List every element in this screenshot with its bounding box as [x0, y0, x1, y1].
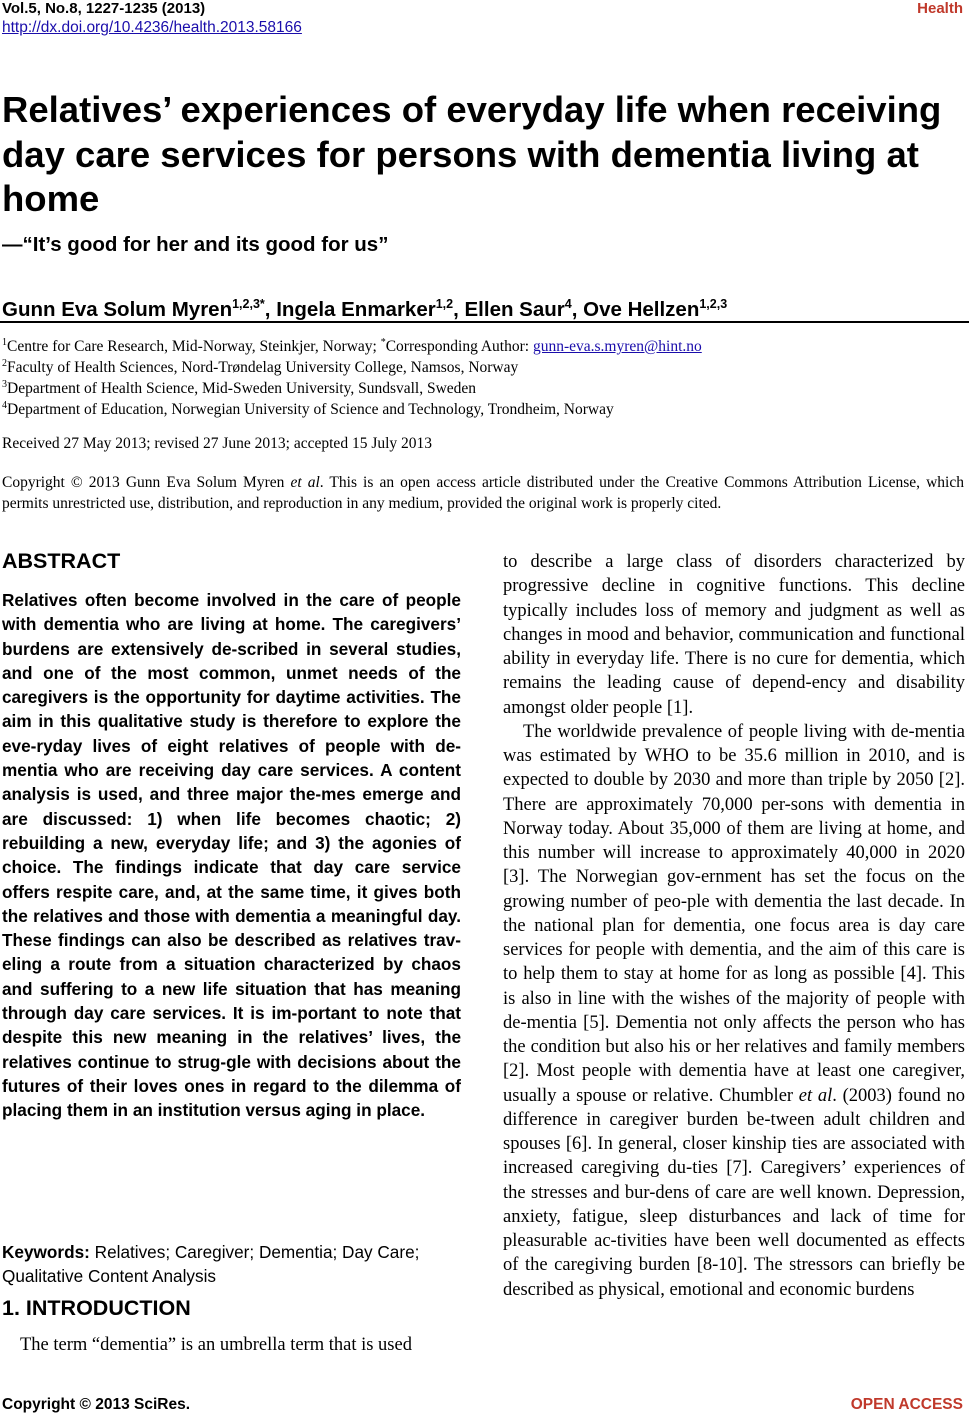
- author-separator: ,: [264, 297, 277, 321]
- corresponding-marker: *: [380, 337, 386, 348]
- journal-name: Health: [917, 0, 963, 17]
- author-affiliation-sup: 1,2,3*: [232, 297, 265, 311]
- author-affiliation-sup: 1,2: [435, 297, 454, 311]
- affiliation-text: Faculty of Health Sciences, Nord-Trøndelag University College, Namsos, Norway: [7, 359, 519, 377]
- author-name: Ingela Enmarker: [276, 297, 436, 321]
- introduction-paragraph-continued: to describe a large class of disorders characterized by progressive decline in cognitive functions. This decline typically includes loss of memory and judgment as well as changes in mood and behavior, communication and functional ability in everyday life. There is no cure for dementia, which remains the leading cause of depend-ency and disability amongst older people [1].: [503, 552, 965, 718]
- author-name: Ellen Saur: [464, 297, 565, 321]
- paragraph-text: The worldwide prevalence of people living with de-mentia was estimated by WHO to be 35.6 million in 2010, and is expected to double by 2030 and more than triple by 2050 [2]. There are approximately 70,000 per-sons with dementia in Norway today. About 35,000 of them are living at home, and this number will increase to approximately 40,000 in 2020 [3]. The Norwegian gov-ernment has set the focus on the growing number of peo-ple with dementia the last decade. In the national plan for dementia, one focus area is day care services for people with dementia, and the aim of this care is to help them to stay at home for as long as possible [4]. This is also in line with the wishes of the majority of people with de-mentia [5]. Dementia not only affects the person who has the condition but also his or her relatives and family members [2]. Most people with dementia have at least one caregiver, usually a spouse or relative. Chumbler: [503, 721, 965, 1106]
- footer-copyright: Copyright © 2013 SciRes.: [2, 1396, 191, 1413]
- affiliation-text: Department of Health Science, Mid-Sweden University, Sundsvall, Sweden: [7, 380, 477, 398]
- corresponding-email-link[interactable]: gunn-eva.s.myren@hint.no: [532, 338, 702, 356]
- affiliation-4: [2, 396, 614, 420]
- affiliation-text: Department of Education, Norwegian University of Science and Technology, Trondheim, Norway: [7, 401, 614, 419]
- et-al: et al: [798, 1085, 833, 1106]
- paragraph-text: . (2003) found no difference in caregiver burden be-tween adult children and spouses [6]. In general, closer kinship ties are associated with increased caregiving du-ties [7]. Caregivers’ experiences of the stresses and bur-dens of care are well known. Depression, anxiety, fatigue, sleep disturbances and lack of time for pleasurable ac-tivities have been well documented as effects of the caregiving burden [8-10]. The stressors can briefly be described as physical, emotional and economic burdens: [503, 1085, 965, 1300]
- affiliation-number: 2: [2, 358, 7, 369]
- right-column: [503, 550, 965, 1302]
- author-separator: ,: [571, 297, 584, 321]
- et-al: et al: [290, 474, 320, 491]
- received-dates: Received 27 May 2013; revised 27 June 2013; accepted 15 July 2013: [2, 435, 433, 452]
- author-affiliation-sup: 1,2,3: [699, 297, 728, 311]
- affiliation-number: 4: [2, 400, 7, 411]
- introduction-paragraph: [503, 720, 965, 1302]
- author-name: Ove Hellzen: [583, 297, 700, 321]
- doi-link[interactable]: http://dx.doi.org/10.4236/health.2013.58166: [2, 19, 302, 36]
- introduction-heading: 1. INTRODUCTION: [2, 1296, 191, 1320]
- affiliation-text: Centre for Care Research, Mid-Norway, Steinkjer, Norway;: [7, 338, 381, 356]
- journal-volume-info: Vol.5, No.8, 1227-1235 (2013): [2, 0, 206, 17]
- affiliation-number: 1: [2, 337, 7, 348]
- keywords-label: Keywords:: [2, 1242, 90, 1262]
- introduction-paragraph: The term “dementia” is an umbrella term that is used: [20, 1335, 412, 1355]
- affiliation-number: 3: [2, 379, 7, 390]
- title-divider: [0, 321, 969, 323]
- keywords: [2, 1240, 461, 1288]
- author-affiliation-sup: 4: [564, 297, 572, 311]
- article-title: Relatives’ experiences of everyday life when receiving day care services for persons with dementia living at home: [2, 89, 942, 219]
- author-separator: ,: [453, 297, 465, 321]
- copyright-notice: [2, 473, 964, 514]
- article-subtitle: —“It’s good for her and its good for us”: [2, 233, 389, 256]
- copyright-notice-text: Copyright © 2013 Gunn Eva Solum Myren: [2, 474, 291, 491]
- abstract-heading: ABSTRACT: [2, 549, 121, 573]
- keywords-text: Relatives; Caregiver; Dementia; Day Care; Qualitative Content Analysis: [2, 1242, 420, 1286]
- corresponding-label: Corresponding Author:: [385, 338, 533, 356]
- author-name: Gunn Eva Solum Myren: [2, 297, 233, 321]
- author-list: [2, 290, 727, 324]
- abstract-body: Relatives often become involved in the care of people with dementia who are living at home. The caregivers’ burdens are extensively de-scribed in several studies, and one of the most common, unmet needs of the caregivers is the opportunity for daytime activities. The aim in this qualitative study is therefore to explore the eve-ryday lives of eight relatives of people with de-mentia who are receiving day care services. A content analysis is used, and three major the-mes emerge and are discussed: 1) when life becomes chaotic; 2) rebuilding a new, everyday life; and 3) the agonies of choice. The findings indicate that day care service offers respite care, and, at the same time, it gives both the relatives and those with dementia a meaningful day. These findings can also be described as relatives trav-eling a route from a situation characterized by chaos and suffering to a new life situation that has meaning through day care services. It is im-portant to note that despite this new meaning in the relatives’ lives, the relatives continue to strug-gle with decisions about the futures of their loves ones in regard to the dilemma of placing them in an institution versus aging in place.: [2, 590, 461, 1121]
- open-access-label: OPEN ACCESS: [850, 1396, 963, 1413]
- copyright-notice-text: . This is an open access article distributed under the Creative Commons Attribution License, which permits unrestricted use, distribution, and reproduction in any medium, provided the original work is properly cited.: [2, 474, 964, 512]
